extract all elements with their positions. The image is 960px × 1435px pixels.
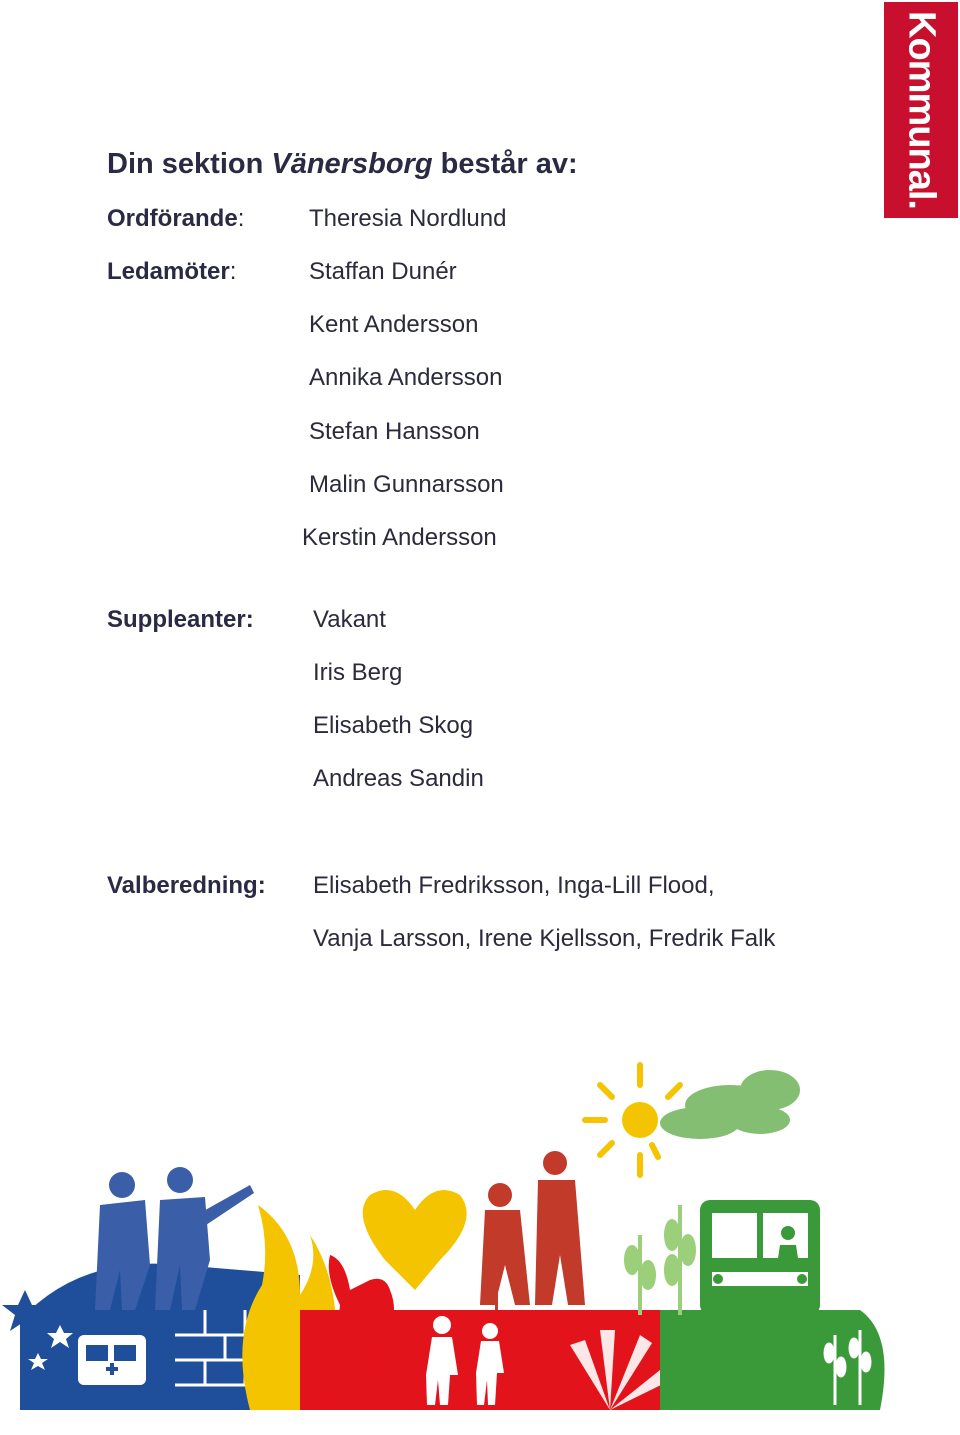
label-suppleanter: Suppleanter: — [107, 606, 254, 633]
name-ledamot: Stefan Hansson — [309, 418, 480, 445]
label-valberedning: Valberedning: — [107, 872, 266, 899]
name-suppleant: Vakant — [313, 606, 386, 633]
care-section — [300, 1151, 665, 1410]
name-ledamot: Kerstin Andersson — [302, 524, 497, 551]
name-ordforande: Theresia Nordlund — [309, 205, 507, 232]
label-ordforande: Ordförande: — [107, 205, 245, 232]
valberedning-line: Elisabeth Fredriksson, Inga-Lill Flood, — [313, 872, 715, 899]
name-ledamot: Malin Gunnarsson — [309, 471, 504, 498]
name-ledamot: Staffan Dunér — [309, 258, 457, 285]
page-title — [107, 148, 578, 181]
name-suppleant: Elisabeth Skog — [313, 712, 474, 739]
title-suffix: består av: — [440, 148, 578, 180]
label-ledamoter: Ledamöter: — [107, 258, 237, 285]
logo-text: Kommunal. — [900, 11, 943, 209]
name-suppleant: Iris Berg — [313, 659, 403, 686]
title-prefix: Din sektion — [107, 148, 264, 180]
title-place: Vänersborg — [271, 148, 433, 180]
transport-section — [626, 1200, 885, 1410]
cloud-icon — [660, 1070, 800, 1139]
valberedning-line: Vanja Larsson, Irene Kjellsson, Fredrik Falk — [313, 925, 776, 952]
profession-illustration — [0, 1035, 960, 1435]
kommunal-logo — [884, 2, 958, 218]
name-ledamot: Annika Andersson — [309, 364, 503, 391]
name-suppleant: Andreas Sandin — [313, 765, 484, 792]
name-ledamot: Kent Andersson — [309, 311, 479, 338]
